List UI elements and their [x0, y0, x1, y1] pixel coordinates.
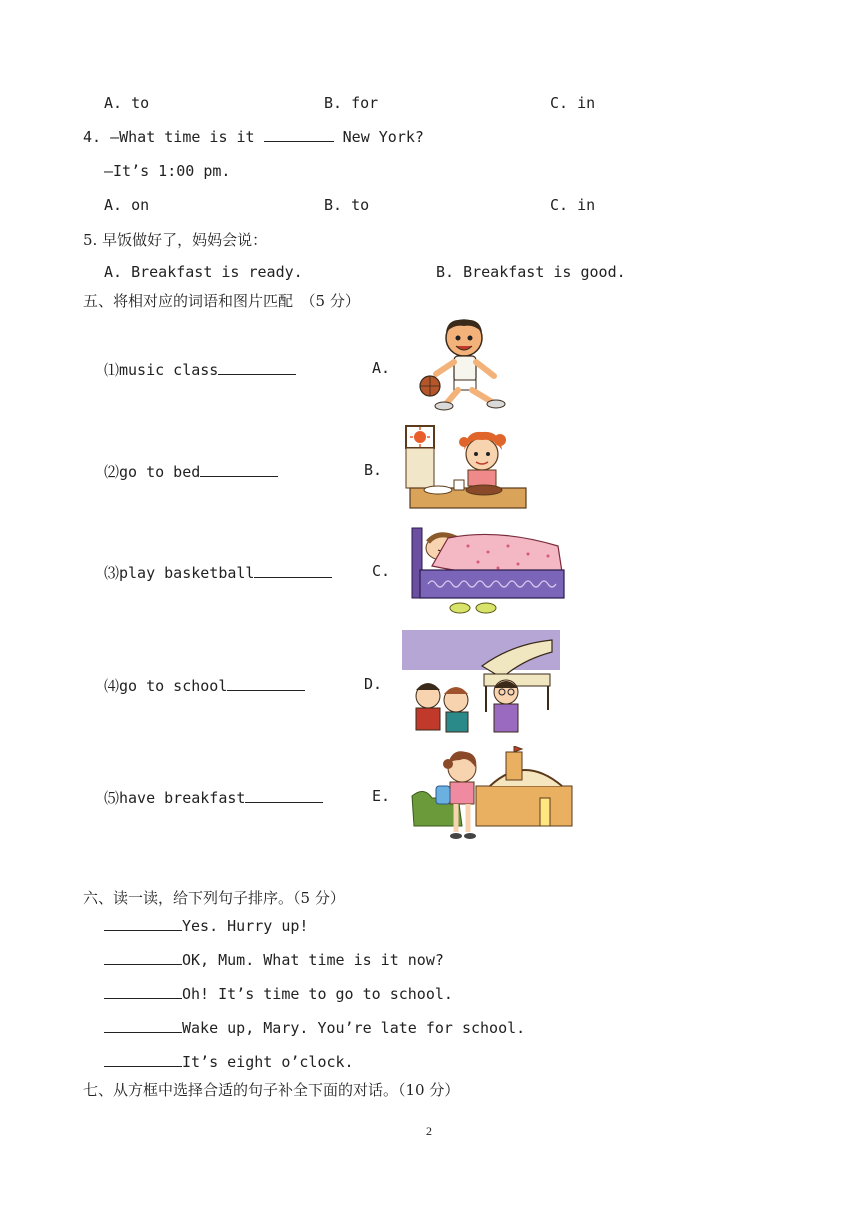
match-blank-5[interactable]	[245, 801, 323, 803]
match-label-2: ⑵go to bed	[104, 463, 201, 481]
match-label-1: ⑴music class	[104, 361, 219, 379]
q5-option-b: B. Breakfast is good.	[436, 263, 626, 281]
order-blank-1[interactable]	[104, 929, 182, 931]
match-letter-a: A.	[372, 359, 391, 377]
breakfast-girl-illustration	[404, 424, 532, 512]
order-blank-5[interactable]	[104, 1065, 182, 1067]
page-number: 2	[426, 1124, 432, 1138]
q4-option-c: C. in	[550, 196, 596, 214]
order-blank-3[interactable]	[104, 997, 182, 999]
match-blank-1[interactable]	[218, 373, 296, 375]
music-class-illustration	[402, 630, 560, 734]
match-item-2	[104, 461, 278, 482]
q4-blank[interactable]	[264, 140, 334, 142]
order-sentence-3: Oh! It’s time to go to school.	[182, 985, 453, 1003]
match-letter-d: D.	[364, 675, 383, 693]
basketball-boy-illustration	[408, 316, 518, 412]
q4-answer-line: —It’s 1:00 pm.	[104, 162, 231, 180]
order-sentence-5: It’s eight o’clock.	[182, 1053, 354, 1071]
go-to-school-illustration	[410, 746, 578, 842]
match-letter-b: B.	[364, 461, 383, 479]
match-label-3: ⑶play basketball	[104, 564, 255, 582]
order-row-3	[104, 985, 453, 1003]
q4-option-b: B. to	[324, 196, 370, 214]
order-sentence-4: Wake up, Mary. You’re late for school.	[182, 1019, 526, 1037]
order-sentence-2: OK, Mum. What time is it now?	[182, 951, 444, 969]
q5-stem: 5. 早饭做好了，妈妈会说：	[83, 231, 268, 249]
q3-option-a: A. to	[104, 94, 150, 112]
match-label-4: ⑷go to school	[104, 677, 228, 695]
match-item-5	[104, 787, 323, 808]
q4-stem-post: New York?	[342, 128, 424, 146]
match-letter-c: C.	[372, 562, 391, 580]
order-blank-2[interactable]	[104, 963, 182, 965]
match-blank-2[interactable]	[200, 475, 278, 477]
q3-option-b: B. for	[324, 94, 379, 112]
match-blank-3[interactable]	[254, 576, 332, 578]
match-label-5: ⑸have breakfast	[104, 789, 246, 807]
q5-option-a: A. Breakfast is ready.	[104, 263, 303, 281]
q4-stem	[83, 128, 424, 146]
order-row-1	[104, 917, 308, 935]
order-row-2	[104, 951, 444, 969]
match-letter-e: E.	[372, 787, 391, 805]
match-item-4	[104, 675, 305, 696]
section7-title: 七、从方框中选择合适的句子补全下面的对话。（10 分）	[83, 1081, 460, 1099]
q3-option-c: C. in	[550, 94, 596, 112]
order-row-4	[104, 1019, 525, 1037]
q4-option-a: A. on	[104, 196, 150, 214]
q4-stem-pre: 4. —What time is it	[83, 128, 255, 146]
match-blank-4[interactable]	[227, 689, 305, 691]
match-item-3	[104, 562, 332, 583]
order-row-5	[104, 1053, 354, 1071]
section6-title: 六、读一读，给下列句子排序。（5 分）	[83, 889, 345, 907]
sleeping-bed-illustration	[408, 524, 568, 616]
match-item-1	[104, 359, 296, 380]
order-blank-4[interactable]	[104, 1031, 182, 1033]
section5-title: 五、将相对应的词语和图片匹配 （5 分）	[83, 292, 360, 310]
order-sentence-1: Yes. Hurry up!	[182, 917, 309, 935]
